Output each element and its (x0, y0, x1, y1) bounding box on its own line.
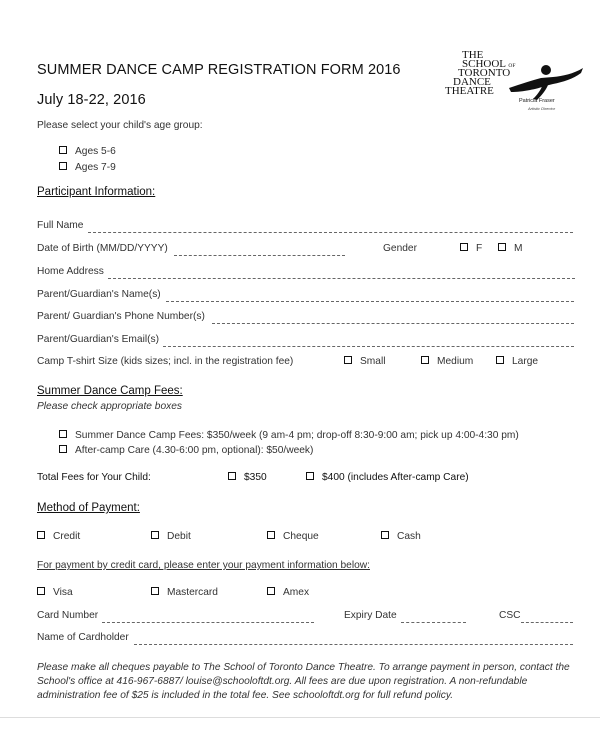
csc-field[interactable] (521, 622, 573, 623)
fee-option-camp[interactable]: Summer Dance Camp Fees: $350/week (9 am-4 pm; drop-off 8:30-9:00 am; pick up 4:00-4:30 pm) (59, 430, 519, 441)
checkbox[interactable] (151, 587, 159, 595)
checkbox[interactable] (59, 430, 67, 438)
checkbox[interactable] (421, 356, 429, 364)
home-address-label: Home Address (37, 266, 104, 277)
gender-option-m[interactable]: M (498, 243, 523, 254)
cardholder-label: Name of Cardholder (37, 632, 129, 643)
age-option-7-9[interactable]: Ages 7-9 (59, 162, 116, 173)
total-option-350[interactable]: $350 (228, 472, 267, 483)
dancer-icon (507, 62, 585, 102)
payment-option-cheque[interactable]: Cheque (267, 531, 319, 542)
form-title: SUMMER DANCE CAMP REGISTRATION FORM 2016 (37, 62, 401, 78)
footer-line-2: School's office at 416-967-6887/ louise@schooloftdt.org. All fees are due upon registration. A non-refundable (37, 676, 528, 687)
card-number-field[interactable] (102, 622, 314, 623)
logo-line-theatre: THEATRE (445, 85, 494, 97)
checkbox[interactable] (267, 587, 275, 595)
age-group-prompt: Please select your child's age group: (37, 120, 203, 131)
participant-heading: Participant Information: (37, 186, 156, 198)
age-option-5-6[interactable]: Ages 5-6 (59, 146, 116, 157)
footer-line-3: administration fee of $25 is included in the total fee. See schooloftdt.org for full refund policy. (37, 690, 454, 701)
total-option-400[interactable]: $400 (includes After-camp Care) (306, 472, 469, 483)
checkbox[interactable] (151, 531, 159, 539)
logo-line-the: THE (462, 49, 484, 61)
checkbox[interactable] (306, 472, 314, 480)
gender-label: Gender (383, 243, 417, 254)
checkbox[interactable] (59, 445, 67, 453)
gender-option-f[interactable]: F (460, 243, 482, 254)
csc-label: CSC (499, 610, 521, 621)
checkbox[interactable] (344, 356, 352, 364)
fees-note: Please check appropriate boxes (37, 401, 182, 412)
checkbox[interactable] (381, 531, 389, 539)
card-prompt: For payment by credit card, please enter your payment information below: (37, 560, 370, 571)
guardian-phone-label: Parent/ Guardian's Phone Number(s) (37, 311, 205, 322)
home-address-field[interactable] (108, 278, 575, 279)
checkbox[interactable] (228, 472, 236, 480)
checkbox[interactable] (496, 356, 504, 364)
card-option-visa[interactable]: Visa (37, 587, 73, 598)
card-option-amex[interactable]: Amex (267, 587, 309, 598)
total-fees-label: Total Fees for Your Child: (37, 472, 151, 483)
full-name-label: Full Name (37, 220, 84, 231)
tshirt-option-medium[interactable]: Medium (421, 356, 473, 367)
logo-role: Artistic Director (528, 106, 556, 111)
fees-heading: Summer Dance Camp Fees: (37, 385, 183, 397)
tshirt-option-large[interactable]: Large (496, 356, 538, 367)
payment-option-cash[interactable]: Cash (381, 531, 421, 542)
page-bottom-rule (0, 717, 600, 718)
tshirt-label: Camp T-shirt Size (kids sizes; incl. in the registration fee) (37, 356, 294, 367)
guardian-name-field[interactable] (166, 301, 574, 302)
logo-line-toronto: TORONTO (458, 67, 511, 79)
checkbox[interactable] (37, 587, 45, 595)
expiry-field[interactable] (401, 622, 466, 623)
guardian-email-label: Parent/Guardian's Email(s) (37, 334, 159, 345)
fee-option-after-care[interactable]: After-camp Care (4.30-6:00 pm, optional): $50/week) (59, 445, 313, 456)
guardian-name-label: Parent/Guardian's Name(s) (37, 289, 161, 300)
dob-field[interactable] (174, 255, 345, 256)
payment-heading: Method of Payment: (37, 502, 140, 514)
checkbox[interactable] (59, 162, 67, 170)
checkbox[interactable] (498, 243, 506, 251)
logo-person: Patricia Fraser (519, 98, 555, 104)
cardholder-field[interactable] (134, 644, 573, 645)
footer-line-1: Please make all cheques payable to The School of Toronto Dance Theatre. To arrange payment in person, contact the (37, 662, 570, 673)
checkbox[interactable] (59, 146, 67, 154)
school-logo (445, 48, 585, 118)
card-number-label: Card Number (37, 610, 99, 621)
tshirt-option-small[interactable]: Small (344, 356, 385, 367)
payment-option-debit[interactable]: Debit (151, 531, 191, 542)
checkbox[interactable] (267, 531, 275, 539)
card-option-mastercard[interactable]: Mastercard (151, 587, 218, 598)
expiry-label: Expiry Date (344, 610, 397, 621)
checkbox[interactable] (37, 531, 45, 539)
camp-dates: July 18-22, 2016 (37, 92, 146, 108)
guardian-email-field[interactable] (163, 346, 574, 347)
guardian-phone-field[interactable] (212, 323, 574, 324)
checkbox[interactable] (460, 243, 468, 251)
logo-line-school: SCHOOL OF (462, 58, 516, 70)
full-name-field[interactable] (88, 232, 573, 233)
payment-option-credit[interactable]: Credit (37, 531, 80, 542)
logo-line-dance: DANCE (453, 76, 491, 88)
dob-label: Date of Birth (MM/DD/YYYY) (37, 243, 168, 254)
